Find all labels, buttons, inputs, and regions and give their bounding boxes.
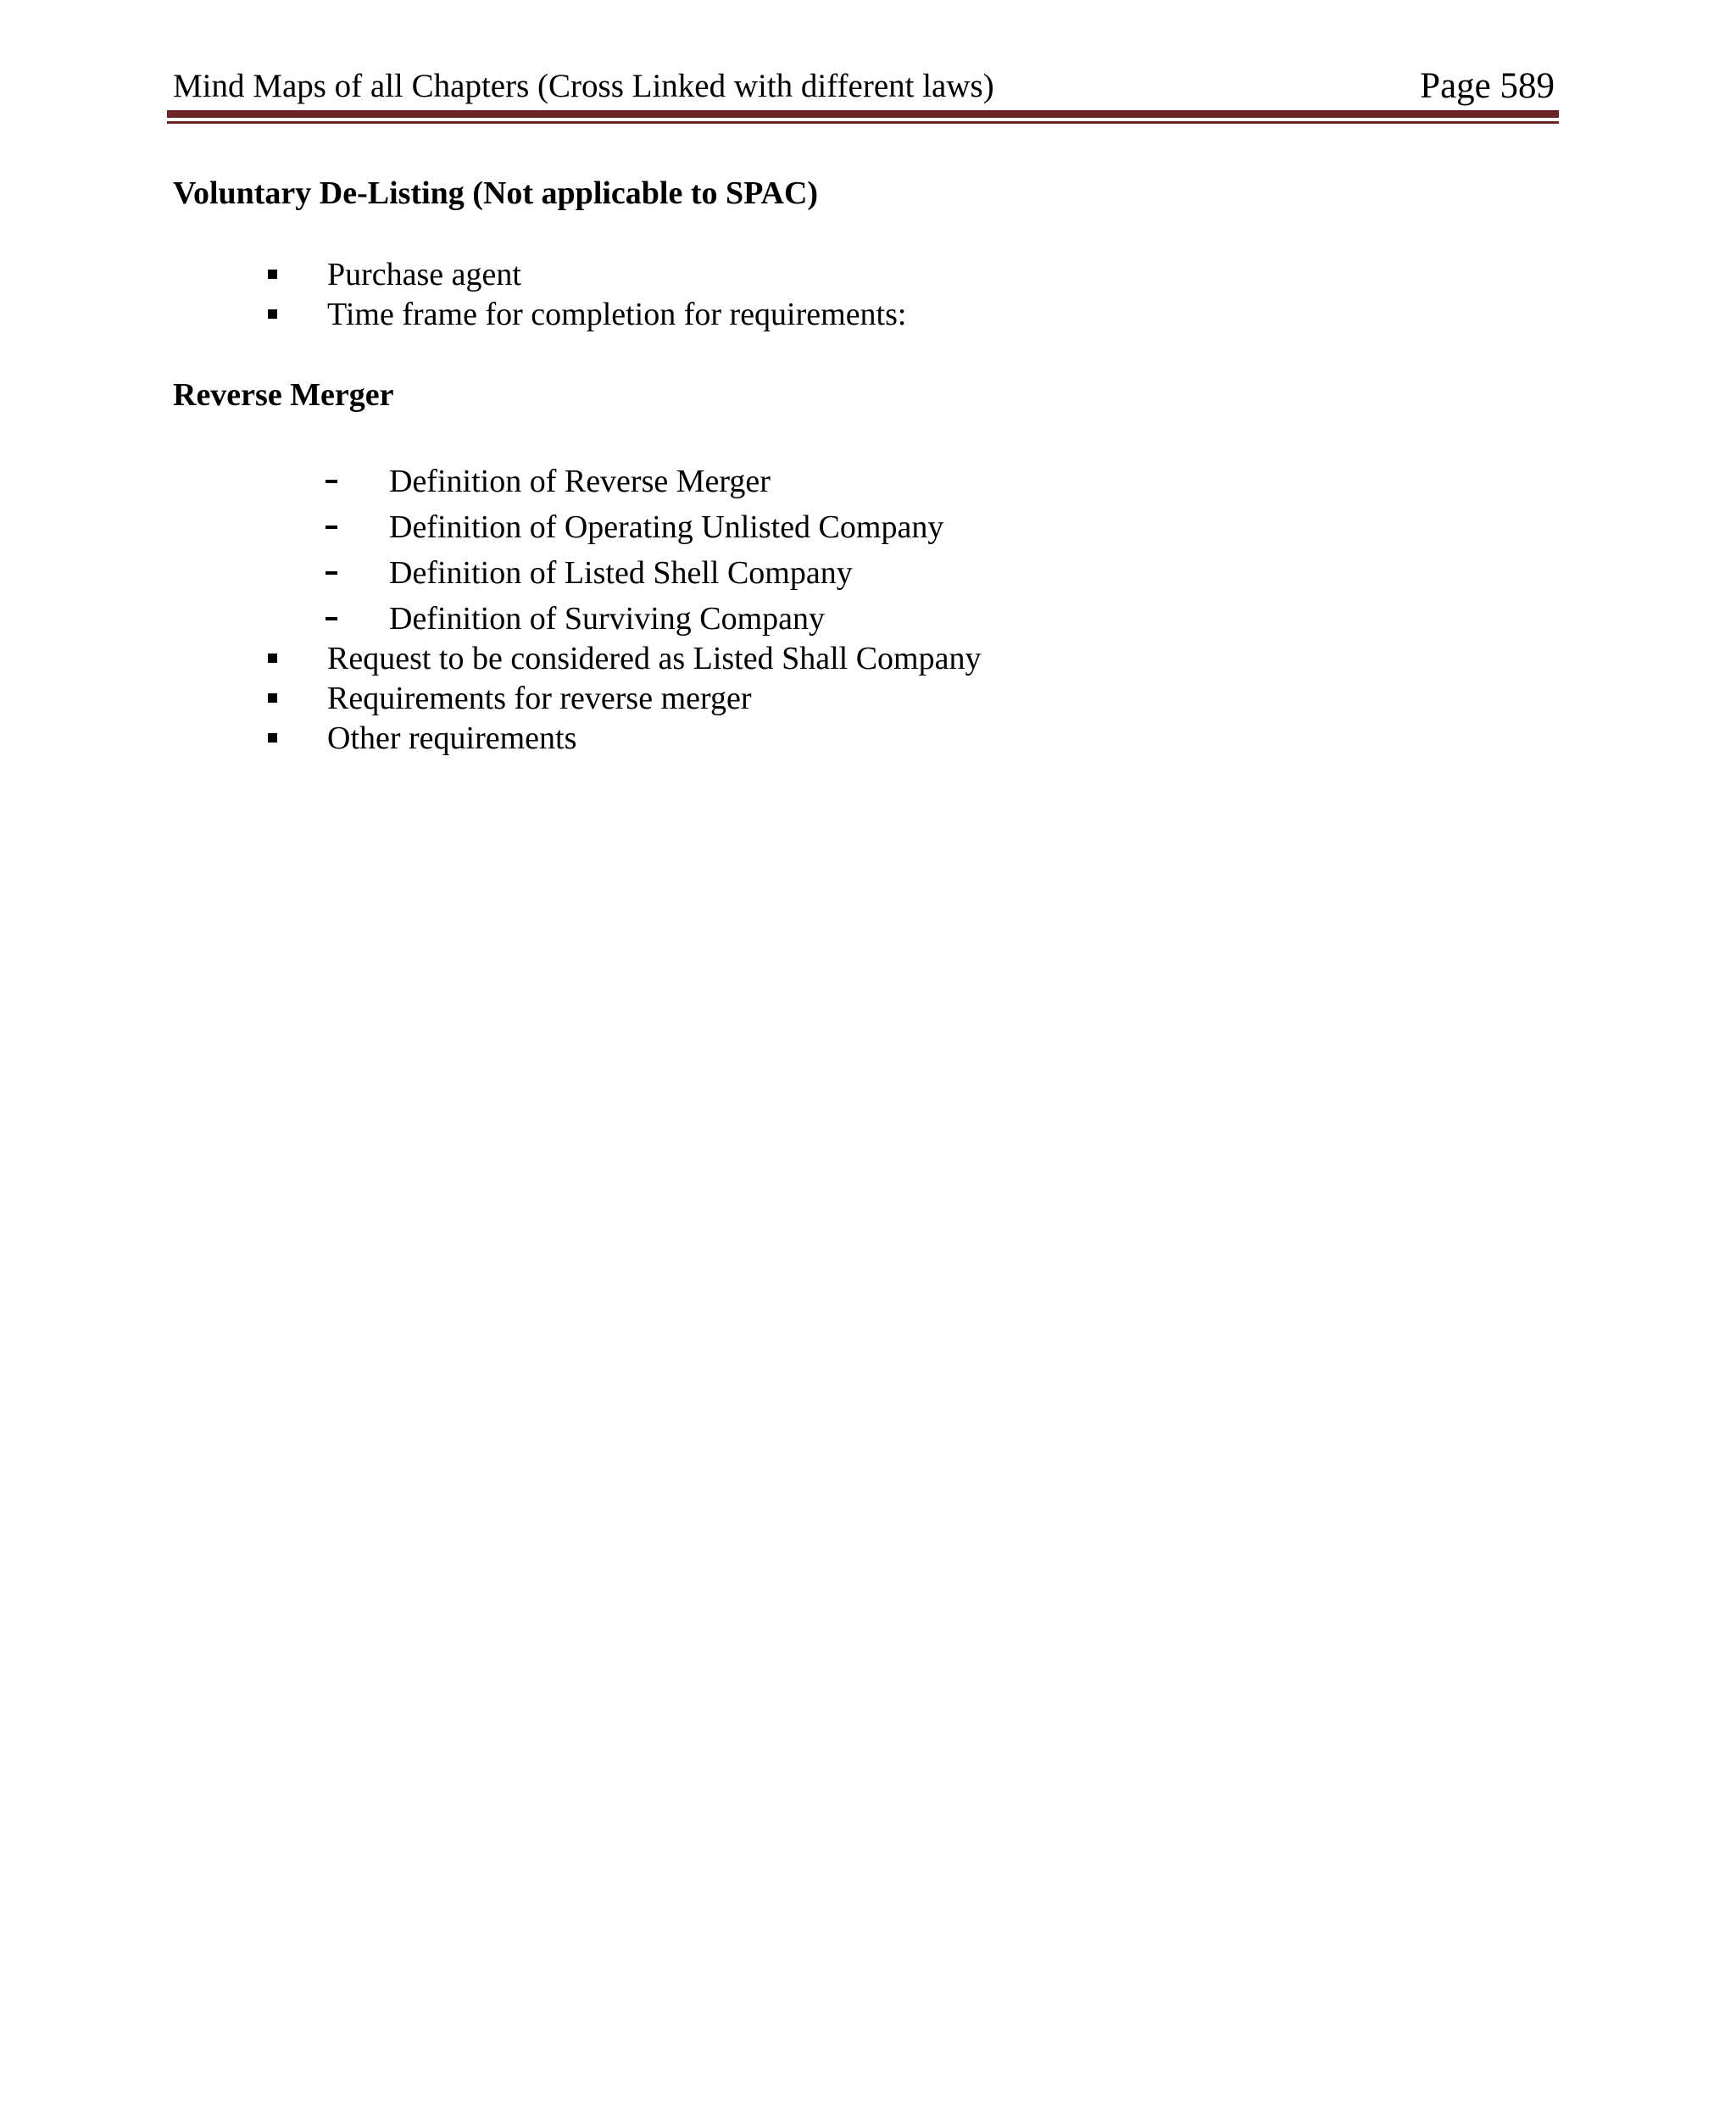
page-header: [173, 61, 1555, 112]
list-item: Requirements for reverse merger: [327, 681, 752, 716]
dash-bullet-icon: [326, 617, 337, 620]
header-title: Mind Maps of all Chapters (Cross Linked with different laws): [173, 68, 994, 104]
square-bullet-icon: [268, 270, 277, 279]
dash-bullet-icon: [326, 571, 337, 575]
list-item: Purchase agent: [327, 257, 521, 292]
header-rule-thin: [167, 121, 1559, 124]
square-bullet-icon: [268, 309, 277, 319]
sub-list-item: Definition of Operating Unlisted Company: [389, 509, 944, 545]
dash-bullet-icon: [326, 526, 337, 529]
dash-bullet-icon: [326, 480, 337, 483]
square-bullet-icon: [268, 693, 277, 703]
sub-list-item: Definition of Surviving Company: [389, 601, 826, 637]
list-item: Time frame for completion for requirements:: [327, 297, 907, 332]
square-bullet-icon: [268, 654, 277, 663]
section-heading-voluntary-delisting: Voluntary De-Listing (Not applicable to SPAC): [173, 175, 819, 211]
page-number: Page 589: [1420, 66, 1555, 106]
header-rule-thick: [167, 110, 1559, 118]
list-item: Other requirements: [327, 720, 577, 756]
section-heading-reverse-merger: Reverse Merger: [173, 377, 394, 413]
square-bullet-icon: [268, 733, 277, 743]
sub-list-item: Definition of Listed Shell Company: [389, 555, 853, 591]
list-item: Request to be considered as Listed Shall Company: [327, 641, 982, 676]
sub-list-item: Definition of Reverse Merger: [389, 464, 771, 499]
